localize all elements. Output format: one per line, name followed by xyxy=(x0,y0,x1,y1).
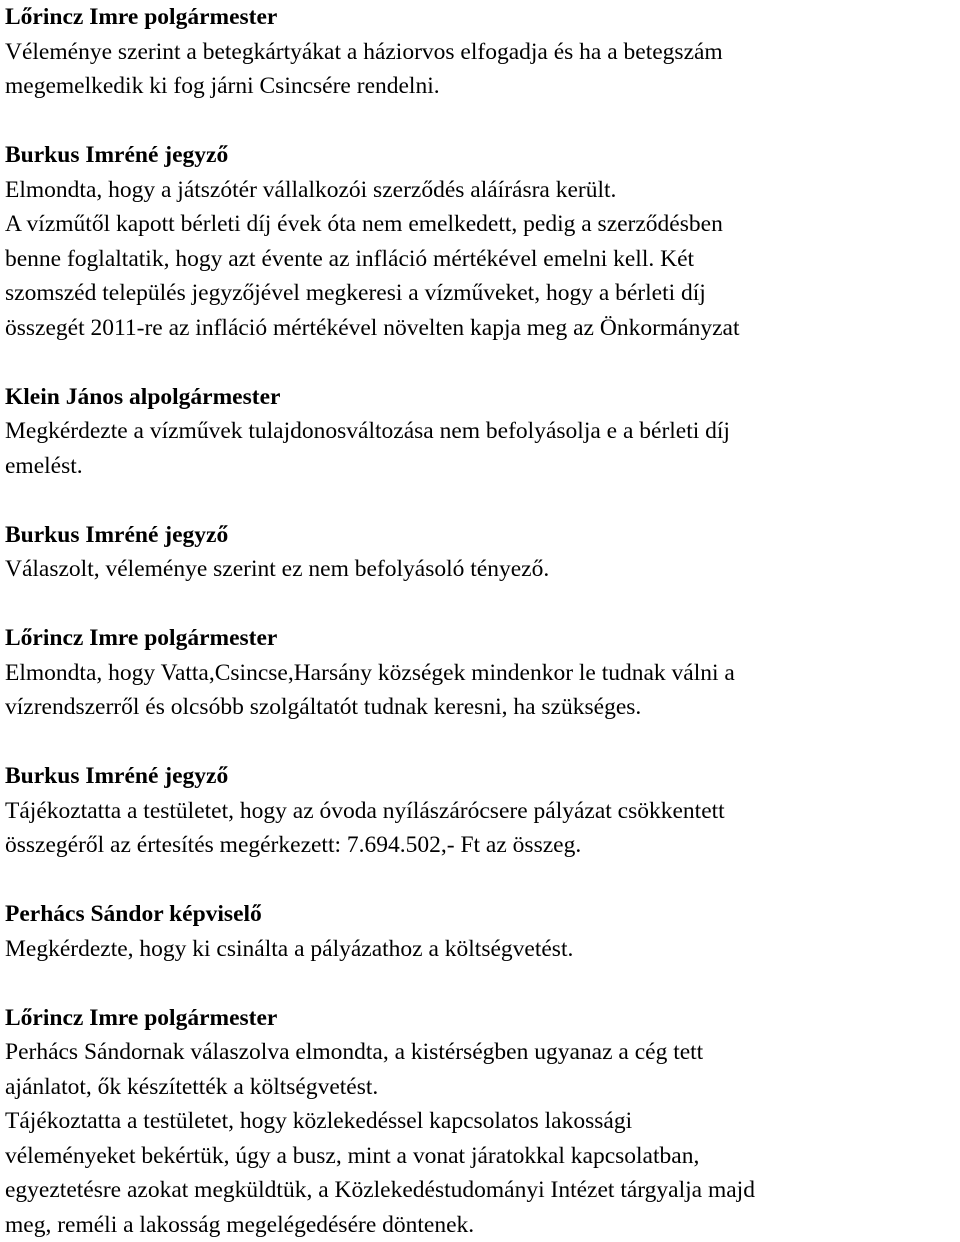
entry-text xyxy=(5,173,960,346)
text-line: meg, reméli a lakosság megelégedésére döntenek. xyxy=(5,1208,960,1242)
text-line: megemelkedik ki fog járni Csincsére rendelni. xyxy=(5,69,960,104)
text-line: ajánlatot, ők készítették a költségvetést. xyxy=(5,1070,960,1105)
speaker-heading: Perhács Sándor képviselő xyxy=(5,897,960,932)
text-line: véleményeket bekértük, úgy a busz, mint a vonat járatokkal kapcsolatban, xyxy=(5,1139,960,1174)
spacer xyxy=(5,966,960,1001)
text-line: egyeztetésre azokat megküldtük, a Közlekedéstudományi Intézet tárgyalja majd xyxy=(5,1173,960,1208)
text-line: összegét 2011-re az infláció mértékével növelten kapja meg az Önkormányzat xyxy=(5,311,960,346)
text-line: Tájékoztatta a testületet, hogy az óvoda nyílászárócsere pályázat csökkentett xyxy=(5,794,960,829)
text-line: Véleménye szerint a betegkártyákat a háziorvos elfogadja és ha a betegszám xyxy=(5,35,960,70)
text-line: Megkérdezte, hogy ki csinálta a pályázathoz a költségvetést. xyxy=(5,932,960,967)
speaker-heading: Burkus Imréné jegyző xyxy=(5,759,960,794)
spacer xyxy=(5,863,960,898)
speaker-heading: Lőrincz Imre polgármester xyxy=(5,0,960,35)
minutes-entry xyxy=(5,380,960,484)
minutes-entry xyxy=(5,1001,960,1242)
spacer xyxy=(5,104,960,139)
text-line: emelést. xyxy=(5,449,960,484)
text-line: Megkérdezte a vízművek tulajdonosváltozása nem befolyásolja e a bérleti díj xyxy=(5,414,960,449)
speaker-heading: Lőrincz Imre polgármester xyxy=(5,1001,960,1036)
text-line: Elmondta, hogy a játszótér vállalkozói szerződés aláírásra került. xyxy=(5,173,960,208)
spacer xyxy=(5,725,960,760)
spacer xyxy=(5,587,960,622)
entry-text xyxy=(5,794,960,863)
text-line: vízrendszerről és olcsóbb szolgáltatót tudnak keresni, ha szükséges. xyxy=(5,690,960,725)
speaker-heading: Klein János alpolgármester xyxy=(5,380,960,415)
entry-text xyxy=(5,414,960,483)
speaker-heading: Burkus Imréné jegyző xyxy=(5,518,960,553)
entry-text xyxy=(5,35,960,104)
minutes-entry xyxy=(5,759,960,863)
speaker-heading: Lőrincz Imre polgármester xyxy=(5,621,960,656)
text-line: Tájékoztatta a testületet, hogy közlekedéssel kapcsolatos lakossági xyxy=(5,1104,960,1139)
speaker-heading: Burkus Imréné jegyző xyxy=(5,138,960,173)
entry-text xyxy=(5,552,960,587)
entry-text xyxy=(5,656,960,725)
minutes-entry xyxy=(5,138,960,345)
entry-text xyxy=(5,932,960,967)
spacer xyxy=(5,483,960,518)
text-line: szomszéd település jegyzőjével megkeresi a vízműveket, hogy a bérleti díj xyxy=(5,276,960,311)
minutes-entry xyxy=(5,897,960,966)
minutes-entry xyxy=(5,518,960,587)
text-line: A vízműtől kapott bérleti díj évek óta nem emelkedett, pedig a szerződésben xyxy=(5,207,960,242)
minutes-entry xyxy=(5,621,960,725)
text-line: Válaszolt, véleménye szerint ez nem befolyásoló tényező. xyxy=(5,552,960,587)
entry-text xyxy=(5,1035,960,1242)
spacer xyxy=(5,345,960,380)
text-line: Elmondta, hogy Vatta,Csincse,Harsány községek mindenkor le tudnak válni a xyxy=(5,656,960,691)
text-line: benne foglaltatik, hogy azt évente az infláció mértékével emelni kell. Két xyxy=(5,242,960,277)
text-line: összegéről az értesítés megérkezett: 7.694.502,- Ft az összeg. xyxy=(5,828,960,863)
text-line: Perhács Sándornak válaszolva elmondta, a kistérségben ugyanaz a cég tett xyxy=(5,1035,960,1070)
minutes-entry xyxy=(5,0,960,104)
